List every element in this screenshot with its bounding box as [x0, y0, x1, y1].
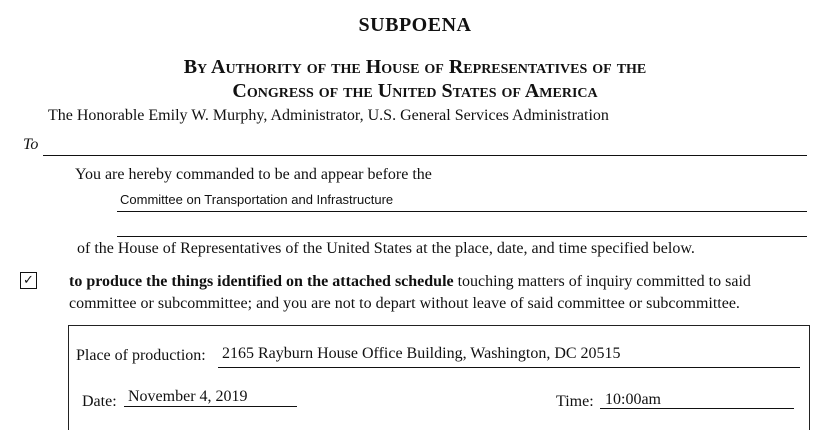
date-label: Date: — [82, 393, 117, 410]
recipient-name: The Honorable Emily W. Murphy, Administrator, U.S. General Services Administration — [48, 107, 609, 124]
commanded-text: You are hereby commanded to be and appear before the — [75, 166, 432, 183]
place-value: 2165 Rayburn House Office Building, Washington, DC 20515 — [222, 345, 621, 362]
subpoena-title: SUBPOENA — [358, 14, 472, 36]
time-value: 10:00am — [605, 391, 661, 408]
production-details-box — [68, 325, 810, 430]
produce-rest-text: touching matters of inquiry committed to said — [453, 273, 751, 290]
produce-line-1 — [69, 273, 751, 291]
committee-field-line — [117, 211, 807, 212]
of-house-text: of the House of Representatives of the United States at the place, date, and time specified below. — [77, 240, 695, 257]
place-field-line — [218, 367, 800, 368]
time-field-line — [600, 408, 794, 409]
time-label: Time: — [556, 393, 594, 410]
authority-line-1: By Authority of the House of Representatives of the — [183, 56, 647, 78]
produce-bold-text: to produce the things identified on the attached schedule — [69, 273, 454, 290]
place-label: Place of production: — [76, 347, 206, 364]
authority-line-2: Congress of the United States of America — [232, 80, 598, 102]
subcommittee-field-line — [117, 236, 807, 237]
date-field-line — [124, 406, 297, 407]
produce-checkbox[interactable]: ✓ — [20, 272, 37, 289]
committee-name-field: Committee on Transportation and Infrastructure — [120, 192, 394, 207]
to-label: To — [23, 136, 39, 153]
produce-line-2: committee or subcommittee; and you are not to depart without leave of said committee or subcommittee. — [69, 295, 740, 312]
to-field-line — [43, 155, 807, 156]
date-value: November 4, 2019 — [128, 388, 248, 405]
